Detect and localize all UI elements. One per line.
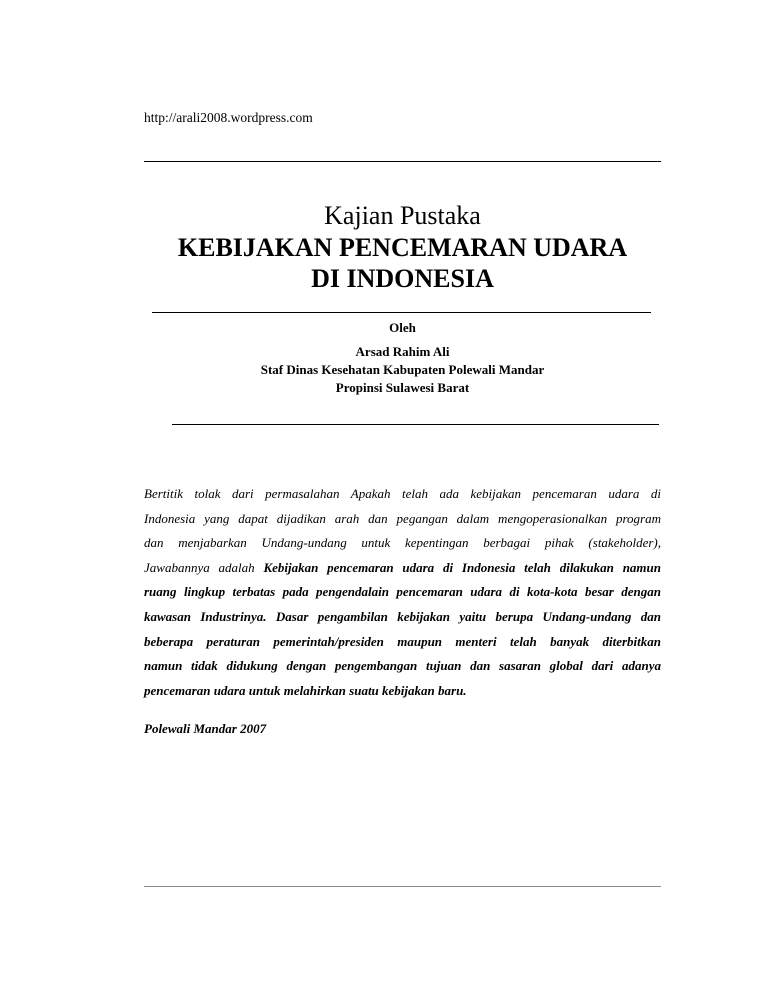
title-subtitle: Kajian Pustaka [324,201,481,230]
abstract-line: Bertitik tolak dari permasalahan Apakah telah ada kebijakan pencemaran udara di [144,486,661,501]
abstract-line: beberapa peraturan pemerintah/presiden maupun menteri telah banyak diterbitkan [144,633,661,649]
title-main-line2: DI INDONESIA [311,264,494,293]
author-affiliation: Staf Dinas Kesehatan Kabupaten Polewali Mandar [260,362,545,377]
title-divider [152,312,651,313]
author-name: Arsad Rahim Ali [355,344,450,359]
abstract-paragraph [144,482,661,703]
abstract-line: pencemaran udara untuk melahirkan suatu kebijakan baru. [144,682,467,698]
header-url: http://arali2008.wordpress.com [144,110,313,125]
abstract-line: dan menjabarkan Undang-undang untuk kepentingan berbagai pihak (stakeholder), [144,535,661,551]
header-divider [144,161,661,162]
abstract-line: Indonesia yang dapat dijadikan arah dan pegangan dalam mengoperasionalkan program [144,510,661,526]
title-block [144,200,661,294]
title-main-line1: KEBIJAKAN PENCEMARAN UDARA [177,233,628,262]
abstract-bold-text: Kebijakan pencemaran udara di Indonesia telah dilakukan namun [263,559,661,575]
footer-divider [144,886,661,887]
author-by: Oleh [389,320,416,335]
abstract-line: ruang lingkup terbatas pada pengendalain pencemaran udara di kota-kota besar dengan [144,584,661,600]
abstract-text: Jawabannya adalah [144,559,264,575]
author-province: Propinsi Sulawesi Barat [335,380,470,395]
abstract-line: kawasan Industrinya. Dasar pengambilan kebijakan yaitu berupa Undang-undang dan [144,608,661,624]
author-block [144,319,661,397]
abstract-line [144,556,661,581]
author-divider [172,424,659,425]
abstract-line: namun tidak didukung dengan pengembangan tujuan dan sasaran global dari adanya [144,658,661,674]
closing-place-date: Polewali Mandar 2007 [144,721,267,736]
